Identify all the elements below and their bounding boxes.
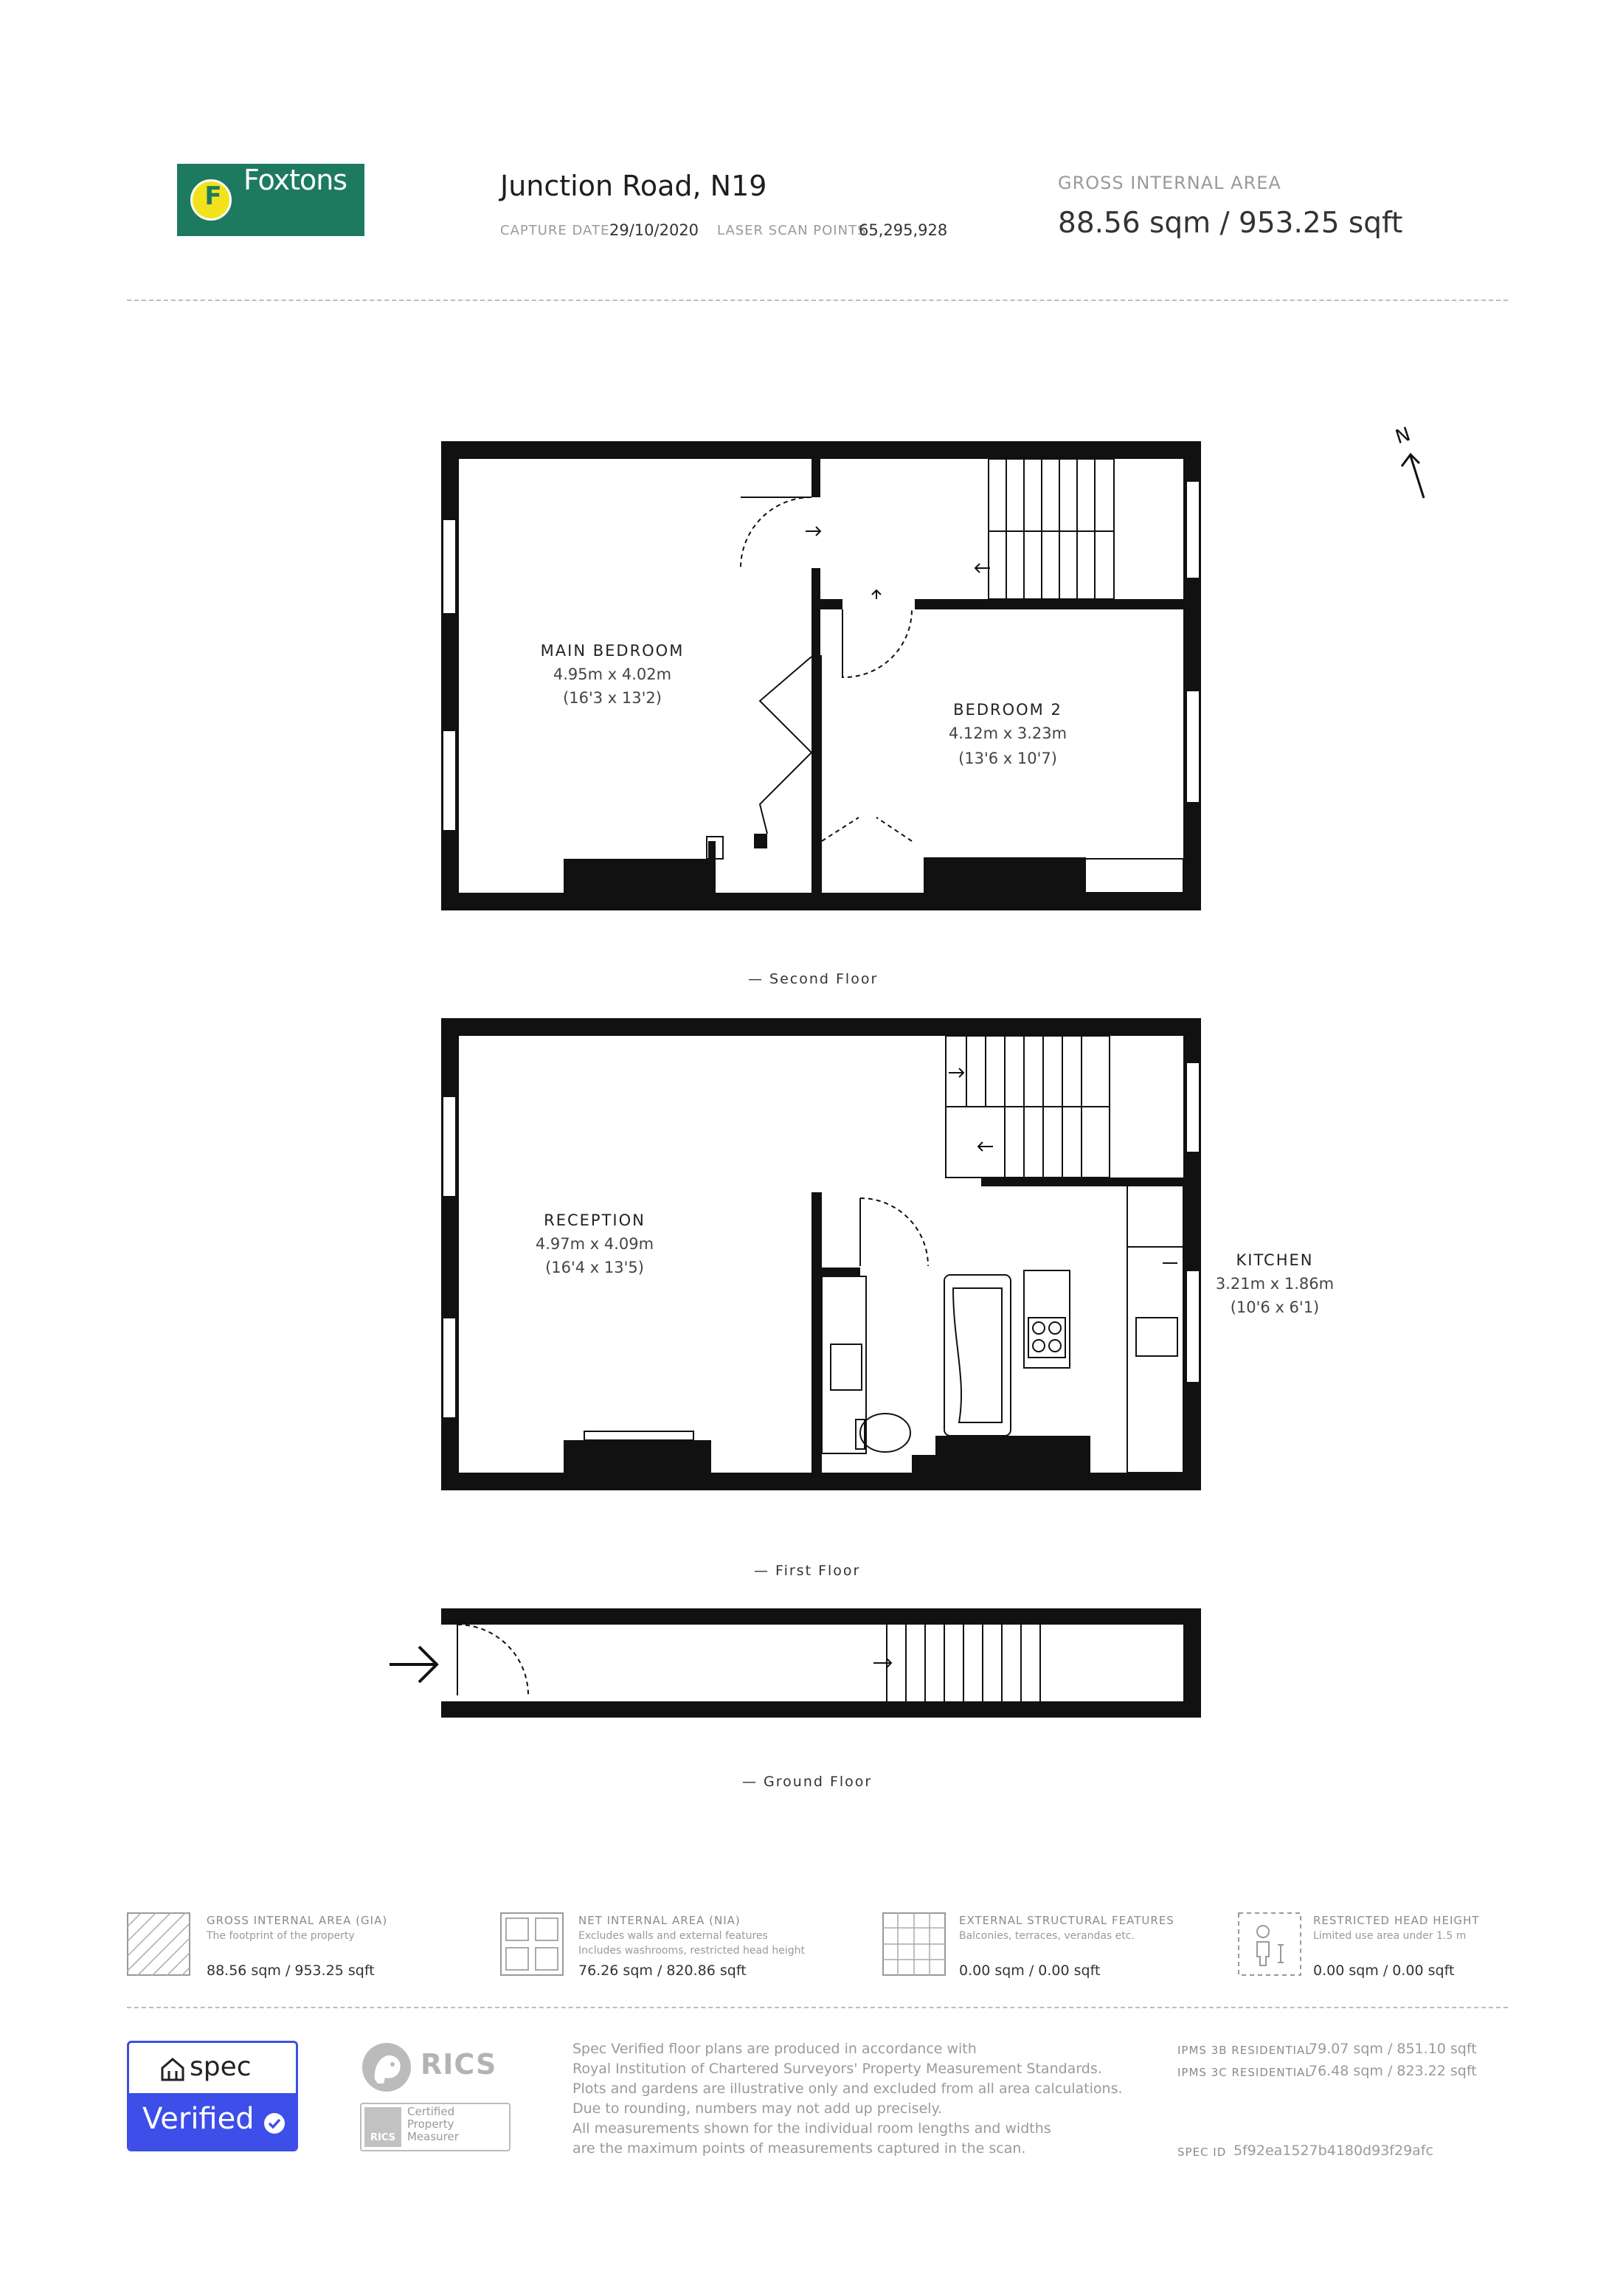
compass-north-label: N xyxy=(1392,423,1413,449)
disclaimer-line: All measurements shown for the individual room lengths and widths xyxy=(572,2120,1051,2137)
disclaimer-line: Plots and gardens are illustrative only and excluded from all area calculations. xyxy=(572,2081,1123,2097)
spec-badge-top xyxy=(129,2043,296,2093)
legend-nia-value: 76.26 sqm / 820.86 sqft xyxy=(578,1963,747,1979)
ipms-3b-label: IPMS 3B RESIDENTIAL xyxy=(1177,2044,1312,2057)
spec-badge-bottom xyxy=(129,2093,296,2149)
room-metric-kitchen: 3.21m x 1.86m xyxy=(1215,1275,1335,1293)
capture-date-label: CAPTURE DATE xyxy=(500,223,610,238)
spec-id-value: 5f92ea1527b4180d93f29afc xyxy=(1233,2143,1433,2159)
room-imperial-main-bedroom: (16'3 x 13'2) xyxy=(563,689,662,707)
rics-cert-line-1: Certified xyxy=(407,2105,455,2118)
disclaimer-line: are the maximum points of measurements captured in the scan. xyxy=(572,2140,1026,2157)
ipms-3b-value: 79.07 sqm / 851.10 sqft xyxy=(1309,2041,1477,2057)
ground-floor-walls xyxy=(441,1608,1201,1718)
legend-gia-value: 88.56 sqm / 953.25 sqft xyxy=(207,1963,375,1979)
room-imperial-bedroom-2: (13'6 x 10'7) xyxy=(958,750,1057,767)
rics-certified-box xyxy=(360,2103,511,2151)
room-imperial-kitchen: (10'6 x 6'1) xyxy=(1230,1299,1320,1316)
legend-gia-subtitle: The footprint of the property xyxy=(207,1930,355,1942)
floor-label-ground: — Ground Floor xyxy=(742,1774,873,1790)
entrance-arrow xyxy=(390,1647,437,1682)
capture-date-value: 29/10/2020 xyxy=(609,221,699,239)
spec-verified-badge xyxy=(127,2041,298,2151)
gia-header-value: 88.56 sqm / 953.25 sqft xyxy=(1058,207,1403,240)
spec-house-icon xyxy=(160,2056,185,2081)
spec-id-label: SPEC ID xyxy=(1177,2145,1227,2159)
legend-divider xyxy=(127,2007,1508,2008)
room-name-main-bedroom: MAIN BEDROOM xyxy=(540,642,685,660)
property-address: Junction Road, N19 xyxy=(500,170,767,202)
room-metric-main-bedroom: 4.95m x 4.02m xyxy=(553,665,672,683)
spec-wordmark: spec xyxy=(190,2052,252,2082)
verified-check-icon xyxy=(263,2112,286,2134)
nia-hatch-icon xyxy=(500,1912,564,1976)
room-metric-reception: 4.97m x 4.09m xyxy=(535,1235,654,1253)
stairs xyxy=(887,459,1114,1701)
disclaimer-line: Spec Verified floor plans are produced in accordance with xyxy=(572,2041,977,2057)
gia-hatch-icon xyxy=(127,1912,190,1976)
room-name-reception: RECEPTION xyxy=(544,1211,646,1229)
floor-label-second: — Second Floor xyxy=(748,971,879,987)
room-imperial-reception: (16'4 x 13'5) xyxy=(545,1259,644,1276)
gia-header-label: GROSS INTERNAL AREA xyxy=(1058,173,1281,193)
laser-scan-label: LASER SCAN POINTS xyxy=(717,223,867,238)
legend-restricted-value: 0.00 sqm / 0.00 sqft xyxy=(1313,1963,1455,1979)
room-metric-bedroom-2: 4.12m x 3.23m xyxy=(948,725,1067,742)
rics-cert-line-2: Property xyxy=(407,2117,454,2131)
disclaimer xyxy=(572,2039,1133,2159)
room-name-bedroom-2: BEDROOM 2 xyxy=(953,701,1062,719)
rics-cert-line-3: Measurer xyxy=(407,2130,459,2143)
legend-external-title: EXTERNAL STRUCTURAL FEATURES xyxy=(959,1914,1174,1927)
legend-gia-title: GROSS INTERNAL AREA (GIA) xyxy=(207,1914,388,1927)
ipms-3c-label: IPMS 3C RESIDENTIAL xyxy=(1177,2066,1312,2079)
rics-seal-text: RICS xyxy=(370,2132,395,2143)
external-grid-icon xyxy=(882,1912,946,1976)
disclaimer-line: Due to rounding, numbers may not add up precisely. xyxy=(572,2100,943,2117)
foxtons-logo-text: Foxtons xyxy=(243,164,347,196)
room-name-kitchen: KITCHEN xyxy=(1236,1251,1314,1269)
legend-external-value: 0.00 sqm / 0.00 sqft xyxy=(959,1963,1101,1979)
legend-nia-title: NET INTERNAL AREA (NIA) xyxy=(578,1914,741,1927)
legend-nia-subtitle-2: Includes washrooms, restricted head height xyxy=(578,1945,805,1957)
legend-nia-subtitle: Excludes walls and external features xyxy=(578,1930,768,1942)
spec-verified-text: Verified xyxy=(142,2102,255,2136)
foxtons-logo-letter: F xyxy=(204,181,222,211)
restricted-head-height-icon xyxy=(1238,1912,1301,1976)
legend-external-subtitle: Balconies, terraces, verandas etc. xyxy=(959,1930,1135,1942)
laser-scan-value: 65,295,928 xyxy=(859,221,948,239)
rics-lion-logo xyxy=(360,2041,416,2094)
floor-label-first: — First Floor xyxy=(754,1563,861,1579)
disclaimer-line: Royal Institution of Chartered Surveyors' Property Measurement Standards. xyxy=(572,2061,1102,2077)
ipms-3c-value: 76.48 sqm / 823.22 sqft xyxy=(1309,2063,1477,2079)
rics-seal xyxy=(364,2107,401,2147)
rics-wordmark: RICS xyxy=(421,2048,497,2081)
legend-restricted-subtitle: Limited use area under 1.5 m xyxy=(1313,1930,1467,1942)
legend-restricted-title: RESTRICTED HEAD HEIGHT xyxy=(1313,1914,1480,1927)
